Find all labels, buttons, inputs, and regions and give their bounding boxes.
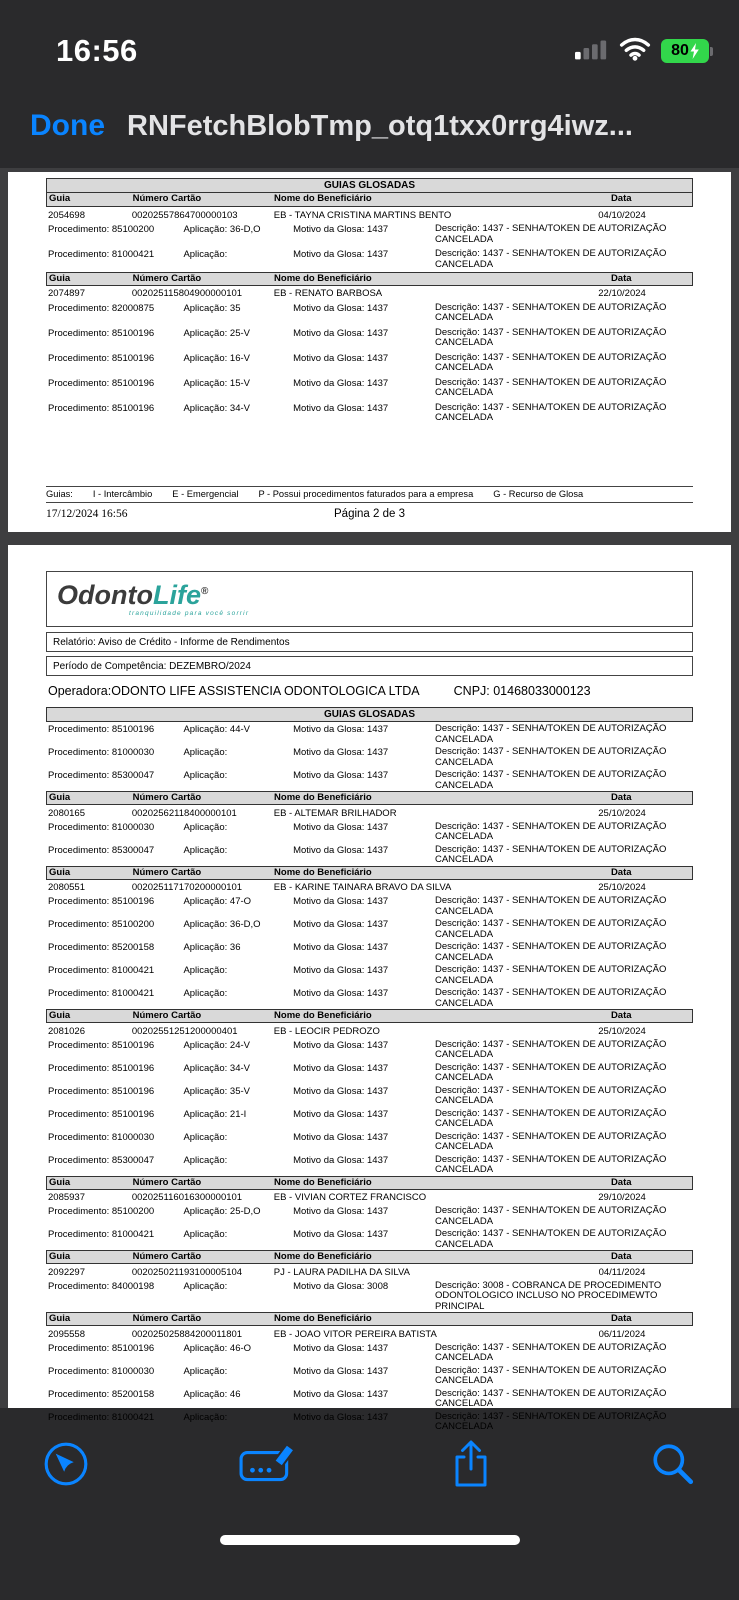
proc-motivo-glosa: Motivo da Glosa: 1437: [293, 1411, 389, 1423]
report-type-row: Relatório: Aviso de Crédito - Informe de Rendimentos: [46, 632, 693, 652]
column-header: Data: [610, 1251, 632, 1262]
procedure-row: [46, 350, 693, 375]
proc-descricao: Descrição: 1437 - SENHA/TOKEN DE AUTORIZAÇÃO CANCELADA: [434, 723, 667, 745]
guia-number: 2092297: [48, 1266, 85, 1278]
procedure-row: [46, 1410, 693, 1433]
column-header: Data: [610, 866, 632, 878]
proc-descricao: Descrição: 1437 - SENHA/TOKEN DE AUTORIZAÇÃO CANCELADA: [434, 1061, 667, 1083]
pdf-page-3: [8, 545, 731, 1432]
card-number: 00202557864700000103: [131, 209, 238, 221]
column-header: Nome do Beneficiário: [274, 866, 372, 878]
proc-descricao: Descrição: 1437 - SENHA/TOKEN DE AUTORIZAÇÃO CANCELADA: [434, 895, 667, 917]
guia-number: 2074897: [48, 288, 85, 299]
guia-number: 2095558: [48, 1328, 85, 1340]
logo-word-odonto: Odonto: [57, 580, 153, 610]
proc-motivo-glosa: Motivo da Glosa: 1437: [293, 942, 389, 953]
proc-procedimento: Procedimento: 85100196: [48, 352, 155, 364]
cnpj-value: CNPJ: 01468033000123: [453, 684, 591, 698]
column-header: Nome do Beneficiário: [274, 792, 372, 803]
guia-row: [46, 286, 693, 301]
proc-motivo-glosa: Motivo da Glosa: 1437: [293, 965, 389, 976]
column-header: Guia: [49, 866, 71, 878]
procedure-row: [46, 1061, 693, 1084]
proc-aplicacao: Aplicação:: [183, 747, 228, 758]
proc-procedimento: Procedimento: 85300047: [48, 844, 155, 856]
done-button[interactable]: Done: [30, 109, 105, 142]
guia-row: [46, 1023, 693, 1038]
proc-procedimento: Procedimento: 81000421: [48, 1229, 155, 1240]
procedure-row: [46, 843, 693, 866]
column-header: Nome do Beneficiário: [274, 193, 372, 204]
proc-motivo-glosa: Motivo da Glosa: 1437: [293, 224, 389, 235]
guia-date: 25/10/2024: [598, 1025, 646, 1037]
proc-motivo-glosa: Motivo da Glosa: 1437: [293, 724, 389, 735]
proc-descricao: Descrição: 1437 - SENHA/TOKEN DE AUTORIZAÇÃO CANCELADA: [434, 964, 667, 986]
proc-aplicacao: Aplicação: 16-V: [183, 352, 250, 364]
proc-aplicacao: Aplicação: 35-V: [183, 1085, 250, 1097]
registered-mark: ®: [200, 586, 209, 597]
proc-descricao: Descrição: 1437 - SENHA/TOKEN DE AUTORIZAÇÃO CANCELADA: [434, 1205, 667, 1227]
proc-descricao: Descrição: 1437 - SENHA/TOKEN DE AUTORIZAÇÃO CANCELADA: [434, 1228, 667, 1250]
document-title: RNFetchBlobTmp_otq1txx0rrg4iwz...: [127, 109, 633, 142]
proc-descricao: Descrição: 1437 - SENHA/TOKEN DE AUTORIZAÇÃO CANCELADA: [434, 401, 667, 423]
proc-motivo-glosa: Motivo da Glosa: 1437: [293, 352, 389, 364]
proc-aplicacao: Aplicação:: [183, 988, 228, 999]
proc-descricao: Descrição: 1437 - SENHA/TOKEN DE AUTORIZAÇÃO CANCELADA: [434, 376, 667, 398]
guias-glosadas-table-page2: [46, 178, 693, 425]
legend-item: G - Recurso de Glosa: [493, 489, 584, 499]
proc-aplicacao: Aplicação: 46-O: [183, 1342, 252, 1354]
proc-aplicacao: Aplicação: 15-V: [183, 377, 250, 389]
proc-motivo-glosa: Motivo da Glosa: 1437: [293, 249, 389, 260]
beneficiary-name: EB - VIVIAN CORTEZ FRANCISCO: [273, 1192, 427, 1203]
guia-number: 2085937: [48, 1192, 85, 1203]
procedure-row: [46, 1227, 693, 1250]
column-header: Guia: [49, 1176, 71, 1188]
guia-column-header-row: [46, 791, 693, 805]
proc-motivo-glosa: Motivo da Glosa: 1437: [293, 844, 389, 856]
table-title: GUIAS GLOSADAS: [46, 178, 693, 193]
proc-procedimento: Procedimento: 85100196: [48, 896, 155, 907]
proc-aplicacao: Aplicação: 21-I: [183, 1108, 247, 1120]
proc-procedimento: Procedimento: 81000421: [48, 965, 155, 976]
card-number: 002025025884200011801: [131, 1328, 243, 1340]
proc-procedimento: Procedimento: 85100196: [48, 1062, 155, 1074]
column-header: Data: [610, 1176, 632, 1188]
proc-motivo-glosa: Motivo da Glosa: 1437: [293, 377, 389, 389]
column-header: Número Cartão: [132, 272, 202, 284]
proc-aplicacao: Aplicação:: [183, 1229, 228, 1240]
pdf-viewer[interactable]: [0, 168, 739, 1432]
guia-number: 2081026: [48, 1025, 85, 1037]
proc-procedimento: Procedimento: 85100196: [48, 724, 155, 735]
procedure-row: [46, 325, 693, 350]
markup-button[interactable]: [36, 1436, 96, 1496]
proc-motivo-glosa: Motivo da Glosa: 1437: [293, 402, 389, 414]
navigation-bar: [0, 92, 739, 168]
proc-aplicacao: Aplicação:: [183, 1131, 228, 1143]
proc-descricao: Descrição: 3008 - COBRANCA DE PROCEDIMENTO ODONTOLOGICO INCLUSO NO PROCEDIMEWTO PRINCIPAL: [434, 1279, 662, 1312]
legend-item: P - Possui procedimentos faturados para a empresa: [258, 489, 474, 499]
proc-aplicacao: Aplicação: 44-V: [183, 724, 250, 735]
table-title: GUIAS GLOSADAS: [46, 707, 693, 722]
guia-date: 29/10/2024: [598, 1192, 646, 1203]
proc-descricao: Descrição: 1437 - SENHA/TOKEN DE AUTORIZAÇÃO CANCELADA: [434, 987, 667, 1009]
procedure-row: [46, 1153, 693, 1176]
logo-word-life: Life: [152, 580, 201, 610]
column-header: Guia: [49, 792, 71, 803]
proc-procedimento: Procedimento: 84000198: [48, 1280, 155, 1292]
guia-column-header-row: [46, 1176, 693, 1190]
proc-descricao: Descrição: 1437 - SENHA/TOKEN DE AUTORIZAÇÃO CANCELADA: [434, 1130, 667, 1152]
proc-descricao: Descrição: 1437 - SENHA/TOKEN DE AUTORIZAÇÃO CANCELADA: [434, 820, 667, 842]
proc-aplicacao: Aplicação:: [183, 1280, 228, 1292]
proc-aplicacao: Aplicação: 34-V: [183, 1062, 250, 1074]
proc-descricao: Descrição: 1437 - SENHA/TOKEN DE AUTORIZAÇÃO CANCELADA: [434, 746, 667, 768]
status-icons: [575, 37, 713, 66]
operator-row: [46, 680, 693, 702]
proc-procedimento: Procedimento: 85100196: [48, 1039, 155, 1051]
proc-procedimento: Procedimento: 85100200: [48, 1206, 155, 1217]
proc-descricao: Descrição: 1437 - SENHA/TOKEN DE AUTORIZAÇÃO CANCELADA: [434, 769, 667, 791]
card-number: 002025117170200000101: [131, 882, 243, 893]
guia-date: 06/11/2024: [598, 1328, 646, 1340]
guia-row: [46, 880, 693, 895]
proc-motivo-glosa: Motivo da Glosa: 1437: [293, 896, 389, 907]
guia-date: 22/10/2024: [598, 288, 646, 299]
column-header: Número Cartão: [132, 1251, 202, 1262]
proc-aplicacao: Aplicação: 25-D,O: [183, 1206, 261, 1217]
column-header: Guia: [49, 1251, 71, 1262]
proc-descricao: Descrição: 1437 - SENHA/TOKEN DE AUTORIZAÇÃO CANCELADA: [434, 1341, 667, 1363]
guia-number: 2080165: [48, 807, 85, 819]
proc-descricao: Descrição: 1437 - SENHA/TOKEN DE AUTORIZAÇÃO CANCELADA: [434, 1387, 667, 1409]
proc-aplicacao: Aplicação:: [183, 965, 228, 976]
procedure-row: [46, 940, 693, 963]
guia-column-header-row: [46, 1250, 693, 1264]
guia-column-header-row: [46, 193, 693, 207]
column-header: Guia: [49, 272, 71, 284]
page-footer: [46, 506, 693, 524]
proc-motivo-glosa: Motivo da Glosa: 1437: [293, 919, 389, 930]
proc-aplicacao: Aplicação:: [183, 844, 228, 856]
procedure-row: [46, 768, 693, 791]
proc-descricao: Descrição: 1437 - SENHA/TOKEN DE AUTORIZAÇÃO CANCELADA: [434, 1084, 667, 1106]
proc-procedimento: Procedimento: 81000030: [48, 747, 155, 758]
column-header: Nome do Beneficiário: [274, 1313, 372, 1324]
proc-procedimento: Procedimento: 85100196: [48, 402, 155, 414]
proc-descricao: Descrição: 1437 - SENHA/TOKEN DE AUTORIZAÇÃO CANCELADA: [434, 918, 667, 940]
proc-motivo-glosa: Motivo da Glosa: 1437: [293, 1062, 389, 1074]
odontolife-logo: [46, 571, 693, 627]
guia-column-header-row: [46, 1312, 693, 1326]
search-button[interactable]: [643, 1436, 703, 1496]
proc-descricao: Descrição: 1437 - SENHA/TOKEN DE AUTORIZAÇÃO CANCELADA: [434, 223, 667, 245]
operator-name: Operadora:ODONTO LIFE ASSISTENCIA ODONTOLOGICA LTDA: [48, 684, 420, 698]
status-bar: [0, 0, 739, 92]
proc-motivo-glosa: Motivo da Glosa: 1437: [293, 1131, 389, 1143]
beneficiary-name: PJ - LAURA PADILHA DA SILVA: [273, 1266, 410, 1278]
column-header: Número Cartão: [132, 1010, 202, 1021]
guia-date: 04/11/2024: [598, 1266, 646, 1278]
procedure-row: [46, 1364, 693, 1387]
proc-motivo-glosa: Motivo da Glosa: 1437: [293, 1388, 389, 1400]
column-header: Data: [610, 272, 632, 284]
proc-procedimento: Procedimento: 85200158: [48, 942, 155, 953]
column-header: Data: [610, 193, 632, 204]
procedure-row: [46, 300, 693, 325]
proc-motivo-glosa: Motivo da Glosa: 1437: [293, 747, 389, 758]
proc-procedimento: Procedimento: 85100200: [48, 919, 155, 930]
share-icon: [449, 1438, 493, 1493]
proc-aplicacao: Aplicação: 36: [183, 942, 241, 953]
column-header: Número Cartão: [132, 193, 202, 204]
proc-procedimento: Procedimento: 82000875: [48, 302, 155, 314]
column-header: Nome do Beneficiário: [274, 1010, 372, 1021]
column-header: Data: [610, 1010, 632, 1021]
wifi-icon: [619, 37, 651, 66]
proc-descricao: Descrição: 1437 - SENHA/TOKEN DE AUTORIZAÇÃO CANCELADA: [434, 1410, 667, 1432]
proc-procedimento: Procedimento: 85100196: [48, 327, 155, 339]
guia-date: 25/10/2024: [598, 807, 646, 819]
legend-item: I - Intercâmbio: [92, 489, 153, 499]
proc-aplicacao: Aplicação:: [183, 1154, 228, 1166]
home-indicator[interactable]: [220, 1535, 520, 1545]
proc-motivo-glosa: Motivo da Glosa: 1437: [293, 1229, 389, 1240]
procedure-row: [46, 894, 693, 917]
proc-motivo-glosa: Motivo da Glosa: 1437: [293, 1342, 389, 1354]
competence-period-row: Período de Competência: DEZEMBRO/2024: [46, 656, 693, 676]
card-number: 00202562118400000101: [131, 807, 237, 819]
proc-procedimento: Procedimento: 81000030: [48, 821, 155, 833]
proc-descricao: Descrição: 1437 - SENHA/TOKEN DE AUTORIZAÇÃO CANCELADA: [434, 301, 667, 323]
battery-indicator: [661, 39, 713, 63]
beneficiary-name: EB - LEOCIR PEDROZO: [273, 1025, 380, 1037]
proc-motivo-glosa: Motivo da Glosa: 1437: [293, 1206, 389, 1217]
proc-procedimento: Procedimento: 85100196: [48, 1085, 155, 1097]
procedure-row: [46, 917, 693, 940]
procedure-row: [46, 247, 693, 272]
guia-date: 04/10/2024: [598, 209, 646, 221]
charging-bolt-icon: [690, 43, 699, 59]
column-header: Data: [610, 1313, 632, 1324]
guia-column-header-row: [46, 1009, 693, 1023]
proc-descricao: Descrição: 1437 - SENHA/TOKEN DE AUTORIZAÇÃO CANCELADA: [434, 351, 667, 373]
card-number: 00202551251200000401: [131, 1025, 238, 1037]
procedure-row: [46, 722, 693, 745]
proc-descricao: Descrição: 1437 - SENHA/TOKEN DE AUTORIZAÇÃO CANCELADA: [434, 326, 667, 348]
proc-descricao: Descrição: 1437 - SENHA/TOKEN DE AUTORIZAÇÃO CANCELADA: [434, 248, 667, 270]
guia-row: [46, 1326, 693, 1341]
markup-icon: [42, 1440, 90, 1491]
proc-motivo-glosa: Motivo da Glosa: 1437: [293, 821, 389, 833]
proc-aplicacao: Aplicação: 46: [183, 1388, 241, 1400]
guia-column-header-row: [46, 866, 693, 880]
proc-descricao: Descrição: 1437 - SENHA/TOKEN DE AUTORIZAÇÃO CANCELADA: [434, 843, 667, 865]
proc-procedimento: Procedimento: 85300047: [48, 770, 155, 781]
proc-aplicacao: Aplicação:: [183, 821, 228, 833]
card-number: 002025021193100005104: [131, 1266, 243, 1278]
proc-motivo-glosa: Motivo da Glosa: 1437: [293, 327, 389, 339]
proc-procedimento: Procedimento: 81000421: [48, 988, 155, 999]
procedure-row: [46, 820, 693, 843]
proc-aplicacao: Aplicação: 47-O: [183, 896, 252, 907]
page2-footer-block: [46, 486, 693, 524]
proc-procedimento: Procedimento: 85100196: [48, 1342, 155, 1354]
proc-aplicacao: Aplicação: 35: [183, 302, 241, 314]
column-header: Número Cartão: [132, 792, 202, 803]
column-header: Nome do Beneficiário: [274, 1251, 372, 1262]
proc-descricao: Descrição: 1437 - SENHA/TOKEN DE AUTORIZAÇÃO CANCELADA: [434, 1107, 667, 1129]
proc-motivo-glosa: Motivo da Glosa: 1437: [293, 1108, 389, 1120]
procedure-row: [46, 222, 693, 247]
proc-procedimento: Procedimento: 85200158: [48, 1388, 155, 1400]
proc-descricao: Descrição: 1437 - SENHA/TOKEN DE AUTORIZAÇÃO CANCELADA: [434, 1364, 667, 1386]
cellular-signal-icon: [575, 37, 609, 66]
proc-procedimento: Procedimento: 81000421: [48, 1411, 155, 1423]
procedure-row: [46, 1107, 693, 1130]
procedure-row: [46, 745, 693, 768]
share-button[interactable]: [441, 1436, 501, 1496]
legend-prefix: Guias:: [46, 489, 73, 499]
column-header: Guia: [49, 1010, 71, 1021]
proc-aplicacao: Aplicação: 36-D,O: [183, 919, 261, 930]
signature-icon: [239, 1440, 297, 1491]
proc-motivo-glosa: Motivo da Glosa: 1437: [293, 302, 389, 314]
proc-motivo-glosa: Motivo da Glosa: 1437: [293, 770, 389, 781]
procedure-row: [46, 1130, 693, 1153]
proc-descricao: Descrição: 1437 - SENHA/TOKEN DE AUTORIZAÇÃO CANCELADA: [434, 941, 667, 963]
logo-wordmark: [57, 578, 692, 609]
status-time: 16:56: [56, 33, 138, 68]
proc-descricao: Descrição: 1437 - SENHA/TOKEN DE AUTORIZAÇÃO CANCELADA: [434, 1038, 667, 1060]
proc-motivo-glosa: Motivo da Glosa: 1437: [293, 1154, 389, 1166]
proc-motivo-glosa: Motivo da Glosa: 1437: [293, 988, 389, 999]
signature-button[interactable]: [238, 1436, 298, 1496]
procedure-row: [46, 1341, 693, 1364]
guia-row: [46, 1264, 693, 1279]
guia-row: [46, 1190, 693, 1205]
beneficiary-name: EB - TAYNA CRISTINA MARTINS BENTO: [273, 209, 452, 221]
proc-motivo-glosa: Motivo da Glosa: 1437: [293, 1085, 389, 1097]
proc-motivo-glosa: Motivo da Glosa: 3008: [293, 1280, 389, 1292]
column-header: Número Cartão: [132, 1313, 202, 1324]
proc-procedimento: Procedimento: 85100200: [48, 224, 155, 235]
proc-aplicacao: Aplicação: 24-V: [183, 1039, 250, 1051]
proc-procedimento: Procedimento: 81000421: [48, 249, 155, 260]
proc-procedimento: Procedimento: 85100196: [48, 377, 155, 389]
proc-motivo-glosa: Motivo da Glosa: 1437: [293, 1039, 389, 1051]
procedure-row: [46, 1387, 693, 1410]
procedure-row: [46, 986, 693, 1009]
battery-percent: 80: [671, 42, 689, 59]
proc-aplicacao: Aplicação: 34-V: [183, 402, 250, 414]
guia-row: [46, 805, 693, 820]
home-indicator-area: [0, 1523, 739, 1600]
procedure-row: [46, 1084, 693, 1107]
procedure-row: [46, 1204, 693, 1227]
procedure-row: [46, 400, 693, 425]
guia-row: [46, 207, 693, 222]
column-header: Número Cartão: [132, 866, 202, 878]
guia-number: 2054698: [48, 209, 85, 221]
card-number: 002025116016300000101: [131, 1192, 243, 1203]
legend-item: E - Emergencial: [172, 489, 239, 499]
proc-aplicacao: Aplicação:: [183, 770, 228, 781]
beneficiary-name: EB - ALTEMAR BRILHADOR: [273, 807, 397, 819]
footer-datetime: 17/12/2024 16:56: [46, 508, 128, 520]
proc-procedimento: Procedimento: 85100196: [48, 1108, 155, 1120]
proc-aplicacao: Aplicação:: [183, 1411, 228, 1423]
column-header: Data: [610, 792, 632, 803]
proc-aplicacao: Aplicação: 25-V: [183, 327, 250, 339]
procedure-row: [46, 1279, 693, 1313]
logo-tagline: tranquilidade para você sorrir: [129, 610, 250, 617]
search-icon: [649, 1440, 697, 1491]
beneficiary-name: EB - JOAO VITOR PEREIRA BATISTA: [273, 1328, 437, 1340]
proc-procedimento: Procedimento: 81000030: [48, 1365, 155, 1377]
guias-legend: [46, 486, 693, 503]
proc-procedimento: Procedimento: 85300047: [48, 1154, 155, 1166]
pdf-page-2: [8, 172, 731, 532]
column-header: Guia: [49, 1313, 71, 1324]
guia-number: 2080551: [48, 882, 85, 893]
proc-motivo-glosa: Motivo da Glosa: 1437: [293, 1365, 389, 1377]
beneficiary-name: EB - KARINE TAINARA BRAVO DA SILVA: [273, 882, 452, 893]
proc-procedimento: Procedimento: 81000030: [48, 1131, 155, 1143]
guia-column-header-row: [46, 272, 693, 286]
guias-glosadas-table-page3: [46, 707, 693, 1433]
column-header: Número Cartão: [132, 1176, 202, 1188]
proc-aplicacao: Aplicação: 36-D,O: [183, 224, 261, 235]
proc-aplicacao: Aplicação:: [183, 1365, 228, 1377]
guia-date: 25/10/2024: [598, 882, 646, 893]
proc-descricao: Descrição: 1437 - SENHA/TOKEN DE AUTORIZAÇÃO CANCELADA: [434, 1153, 667, 1175]
beneficiary-name: EB - RENATO BARBOSA: [273, 288, 383, 299]
column-header: Guia: [49, 193, 71, 204]
procedure-row: [46, 375, 693, 400]
procedure-row: [46, 1038, 693, 1061]
column-header: Nome do Beneficiário: [274, 1176, 372, 1188]
card-number: 002025115804900000101: [131, 288, 243, 299]
column-header: Nome do Beneficiário: [274, 272, 372, 284]
proc-aplicacao: Aplicação:: [183, 249, 228, 260]
procedure-row: [46, 963, 693, 986]
footer-page-number: Página 2 de 3: [334, 508, 405, 520]
